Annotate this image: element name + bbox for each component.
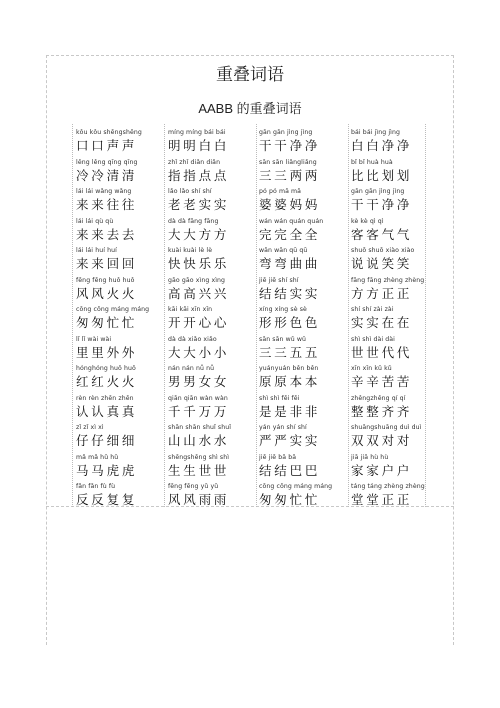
hanzi-word: 比比划划	[351, 167, 413, 183]
page-border-top	[46, 55, 454, 56]
hanzi-word: 快快乐乐	[168, 256, 230, 271]
word-entry	[259, 217, 337, 247]
word-entry	[351, 364, 429, 394]
pinyin-text: gān gān jìng jìng	[259, 129, 313, 136]
word-entry	[168, 246, 246, 276]
hanzi-word: 结结巴巴	[259, 462, 321, 478]
word-entry	[76, 453, 154, 483]
hanzi-word: 口口声声	[76, 138, 138, 153]
pinyin-text: shí shí zài zài	[351, 306, 394, 313]
word-entry	[351, 217, 429, 247]
word-entry	[76, 394, 154, 424]
word-entry	[351, 305, 429, 335]
word-column-2	[168, 128, 246, 512]
pinyin-text: lǎo lǎo shí shí	[168, 188, 212, 195]
hanzi-word: 方方正正	[351, 285, 413, 301]
hanzi-word: 男男女女	[168, 374, 230, 389]
pinyin-text: sān sān liǎngliǎng	[259, 158, 317, 166]
word-entry	[168, 453, 246, 483]
pinyin-text: bái bái jìng jìng	[351, 129, 401, 136]
hanzi-word: 反反复复	[76, 492, 138, 507]
pinyin-text: hónghóng huǒ huǒ	[76, 365, 136, 372]
word-entry	[168, 305, 246, 335]
word-entry	[259, 187, 337, 217]
pinyin-text: lái lái qù qù	[76, 217, 114, 225]
pinyin-text: fǎn fǎn fù fù	[76, 483, 116, 490]
hanzi-word: 干干净净	[351, 197, 413, 212]
pinyin-text: dà dà fāng fāng	[168, 217, 219, 225]
hanzi-word: 辛辛苦苦	[351, 374, 413, 389]
word-entry	[168, 364, 246, 394]
pinyin-text: lái lái huí huí	[76, 247, 117, 254]
word-entry	[76, 423, 154, 453]
hanzi-word: 世世代代	[351, 344, 413, 360]
column-guide	[256, 124, 257, 507]
section-subtitle: AABB 的重叠词语	[198, 101, 302, 116]
hanzi-word: 红红火火	[76, 374, 138, 389]
column-guide	[348, 124, 349, 507]
hanzi-word: 原原本本	[259, 374, 321, 389]
word-entry	[76, 217, 154, 247]
hanzi-word: 说说笑笑	[351, 256, 413, 271]
pinyin-text: wán wán quán quán	[259, 217, 324, 225]
column-guide	[72, 124, 73, 507]
hanzi-word: 形形色色	[259, 315, 321, 330]
column-guide	[164, 124, 165, 507]
word-column-4	[351, 128, 429, 512]
word-entry	[168, 482, 246, 512]
pinyin-text: jiē jiē bā bā	[259, 453, 297, 461]
word-entry	[76, 276, 154, 306]
word-entry	[259, 128, 337, 158]
word-column-3	[259, 128, 337, 512]
hanzi-word: 风风火火	[76, 285, 138, 301]
hanzi-word: 双双对对	[351, 433, 413, 448]
hanzi-word: 指指点点	[168, 167, 230, 183]
pinyin-text: yuányuán běn běn	[259, 365, 319, 372]
hanzi-word: 整整齐齐	[351, 403, 413, 419]
pinyin-text: qiān qiān wàn wàn	[168, 394, 228, 402]
hanzi-word: 开开心心	[168, 315, 230, 330]
word-entry	[351, 187, 429, 217]
hanzi-word: 老老实实	[168, 197, 230, 212]
hanzi-word: 山山水水	[168, 433, 230, 448]
pinyin-text: shēngshēng shì shì	[168, 453, 230, 461]
word-entry	[76, 128, 154, 158]
pinyin-text: kuài kuài lè lè	[168, 247, 213, 254]
pinyin-text: jiā jiā hù hù	[351, 453, 389, 461]
word-entry	[351, 453, 429, 483]
hanzi-word: 三三五五	[259, 344, 321, 360]
hanzi-word: 生生世世	[168, 462, 230, 478]
hanzi-word: 白白净净	[351, 138, 413, 153]
pinyin-text: jiē jiē shí shí	[259, 276, 299, 284]
word-entry	[259, 453, 337, 483]
hanzi-word: 仔仔细细	[76, 433, 138, 448]
pinyin-text: yán yán shí shí	[259, 424, 307, 431]
hanzi-word: 来来往往	[76, 197, 138, 212]
word-entry	[76, 482, 154, 512]
word-entry	[259, 394, 337, 424]
pinyin-text: shān shān shuǐ shuǐ	[168, 424, 232, 431]
pinyin-text: gāo gāo xìng xìng	[168, 276, 226, 284]
pinyin-text: mǎ mǎ hǔ hǔ	[76, 453, 119, 461]
word-entry	[168, 335, 246, 365]
pinyin-text: bǐ bǐ huà huà	[351, 158, 393, 166]
word-entry	[168, 276, 246, 306]
pinyin-text: zhǐ zhǐ diǎn diǎn	[168, 158, 221, 166]
word-entry	[76, 246, 154, 276]
pinyin-text: míng míng bái bái	[168, 129, 226, 136]
hanzi-word: 冷冷清清	[76, 167, 138, 183]
hanzi-word: 风风雨雨	[168, 492, 230, 507]
pinyin-text: xīn xīn kǔ kǔ	[351, 365, 392, 372]
word-entry	[168, 128, 246, 158]
word-entry	[168, 217, 246, 247]
hanzi-word: 堂堂正正	[351, 492, 413, 507]
word-entry	[259, 423, 337, 453]
hanzi-word: 明明白白	[168, 138, 230, 153]
hanzi-word: 大大方方	[168, 226, 230, 242]
hanzi-word: 马马虎虎	[76, 462, 138, 478]
hanzi-word: 匆匆忙忙	[259, 492, 321, 507]
word-entry	[351, 335, 429, 365]
hanzi-word: 大大小小	[168, 344, 230, 360]
pinyin-text: zǐ zǐ xì xì	[76, 424, 104, 431]
hanzi-word: 是是非非	[259, 403, 321, 419]
hanzi-word: 客客气气	[351, 226, 413, 242]
pinyin-text: shuāngshuāng duì duì	[351, 424, 422, 431]
word-entry	[351, 482, 429, 512]
pinyin-text: nán nán nǚ nǚ	[168, 365, 215, 372]
hanzi-word: 婆婆妈妈	[259, 197, 321, 212]
word-entry	[259, 364, 337, 394]
pinyin-text: táng táng zhèng zhèng	[351, 483, 425, 490]
word-entry	[351, 423, 429, 453]
pinyin-text: lǐ lǐ wài wài	[76, 335, 112, 343]
pinyin-text: sān sān wǔ wǔ	[259, 335, 307, 343]
hanzi-word: 家家户户	[351, 462, 413, 478]
word-column-1	[76, 128, 154, 512]
word-entry	[76, 187, 154, 217]
word-entry	[259, 482, 337, 512]
word-entry	[259, 158, 337, 188]
hanzi-word: 弯弯曲曲	[259, 256, 321, 271]
pinyin-text: rèn rèn zhēn zhēn	[76, 394, 134, 402]
hanzi-word: 认认真真	[76, 403, 138, 419]
pinyin-text: fāng fāng zhèng zhèng	[351, 276, 425, 284]
hanzi-word: 完完全全	[259, 226, 321, 242]
hanzi-word: 结结实实	[259, 285, 321, 301]
pinyin-text: shì shì dài dài	[351, 335, 396, 343]
word-entry	[168, 423, 246, 453]
hanzi-word: 严严实实	[259, 433, 321, 448]
word-entry	[351, 246, 429, 276]
pinyin-text: kāi kāi xīn xīn	[168, 306, 213, 313]
word-entry	[259, 335, 337, 365]
word-entry	[76, 158, 154, 188]
pinyin-text: zhěngzhěng qí qí	[351, 394, 406, 402]
pinyin-text: kè kè qì qì	[351, 217, 384, 225]
word-entry	[168, 158, 246, 188]
page-border-right	[453, 55, 454, 645]
pinyin-text: lěng lěng qīng qīng	[76, 158, 138, 166]
hanzi-word: 匆匆忙忙	[76, 315, 138, 330]
word-entry	[351, 128, 429, 158]
page-border-left	[46, 55, 47, 645]
hanzi-word: 来来回回	[76, 256, 138, 271]
hanzi-word: 三三两两	[259, 167, 321, 183]
hanzi-word: 实实在在	[351, 315, 413, 330]
word-entry	[259, 246, 337, 276]
word-entry	[259, 276, 337, 306]
pinyin-text: fēng fēng huǒ huǒ	[76, 276, 135, 284]
pinyin-text: lái lái wǎng wǎng	[76, 188, 132, 195]
hanzi-word: 来来去去	[76, 226, 138, 242]
word-entry	[351, 276, 429, 306]
pinyin-text: gān gān jìng jìng	[351, 188, 405, 195]
word-entry	[168, 394, 246, 424]
pinyin-text: shì shì fēi fēi	[259, 394, 300, 402]
pinyin-text: wān wān qū qū	[259, 247, 308, 254]
pinyin-text: shuō shuō xiào xiào	[351, 247, 415, 254]
word-entry	[76, 305, 154, 335]
hanzi-word: 千千万万	[168, 403, 230, 419]
word-entry	[76, 364, 154, 394]
pinyin-text: kǒu kǒu shēngshēng	[76, 129, 142, 136]
word-entry	[351, 394, 429, 424]
hanzi-word: 干干净净	[259, 138, 321, 153]
hanzi-word: 高高兴兴	[168, 285, 230, 301]
word-entry	[259, 305, 337, 335]
word-entry	[351, 158, 429, 188]
pinyin-text: pó pó mā mā	[259, 188, 302, 195]
pinyin-text: dà dà xiǎo xiǎo	[168, 335, 217, 343]
word-entry	[168, 187, 246, 217]
word-entry	[76, 335, 154, 365]
pinyin-text: cōng cōng máng máng	[76, 306, 150, 313]
pinyin-text: cōng cōng máng máng	[259, 483, 333, 490]
page-title: 重叠词语	[216, 65, 284, 85]
hanzi-word: 里里外外	[76, 344, 138, 360]
pinyin-text: xíng xíng sè sè	[259, 306, 307, 313]
pinyin-text: fēng fēng yǔ yǔ	[168, 483, 219, 490]
